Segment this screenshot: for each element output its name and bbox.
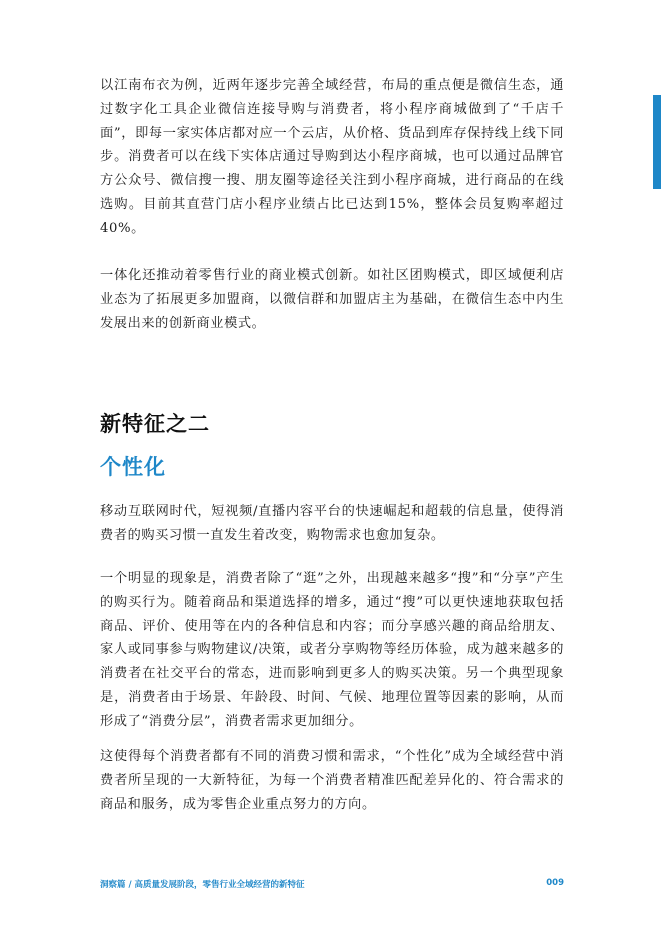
paragraph-consumer-behavior: 一个明显的现象是，消费者除了“逛”之外，出现越来越多“搜”和“分享”产生的购买行为。随着商品和渠道选择的增多，通过“搜”可以更快速地获取包括商品、评价、使用等在内的各种信息和内容；而分享感兴趣的商品给朋友、家人或同事参与购物建议/决策，或者分享购物等经历体验，成为越来越多的消费者在社交平台的常态，进而影响到更多人的购买决策。另一个典型现象是，消费者由于场景、年龄段、时间、气候、地理位置等因素的影响，从而形成了“消费分层”，消费者需求更加细分。 [100, 571, 564, 729]
paragraph-mobile-internet: 移动互联网时代，短视频/直播内容平台的快速崛起和超载的信息量，使得消费者的购买习惯一直发生着改变，购物需求也愈加复杂。 [100, 504, 564, 543]
footer-chapter-title: 洞察篇 / 高质量发展阶段，零售行业全域经营的新特征 [100, 880, 305, 890]
paragraph-business-model-innovation: 一体化还推动着零售行业的商业模式创新。如社区团购模式，即区域便利店业态为了拓展更多加盟商，以微信群和加盟店主为基础，在微信生态中内生发展出来的创新商业模式。 [100, 268, 564, 331]
section-title: 个性化 [100, 455, 166, 479]
paragraph-jiangnan-example: 以江南布衣为例，近两年逐步完善全域经营，布局的重点便是微信生态，通过数字化工具企业微信连接导购与消费者，将小程序商城做到了“千店千面”，即每一家实体店都对应一个云店，从价格、货品到库存保持线上线下同步。消费者可以在线下实体店通过导购到达小程序商城，也可以通过品牌官方公众号、微信搜一搜、朋友圈等途径关注到小程序商城，进行商品的在线选购。目前其直营门店小程序业绩占比已达到15%，整体会员复购率超过40%。 [100, 78, 564, 236]
page-number: 009 [546, 878, 564, 888]
section-label: 新特征之二 [100, 411, 210, 436]
page-footer [100, 878, 564, 894]
side-accent-tab [653, 95, 661, 189]
paragraph-personalization: 这使得每个消费者都有不同的消费习惯和需求，“个性化”成为全域经营中消费者所呈现的一大新特征，为每一个消费者精准匹配差异化的、符合需求的商品和服务，成为零售企业重点努力的方向。 [100, 749, 564, 812]
